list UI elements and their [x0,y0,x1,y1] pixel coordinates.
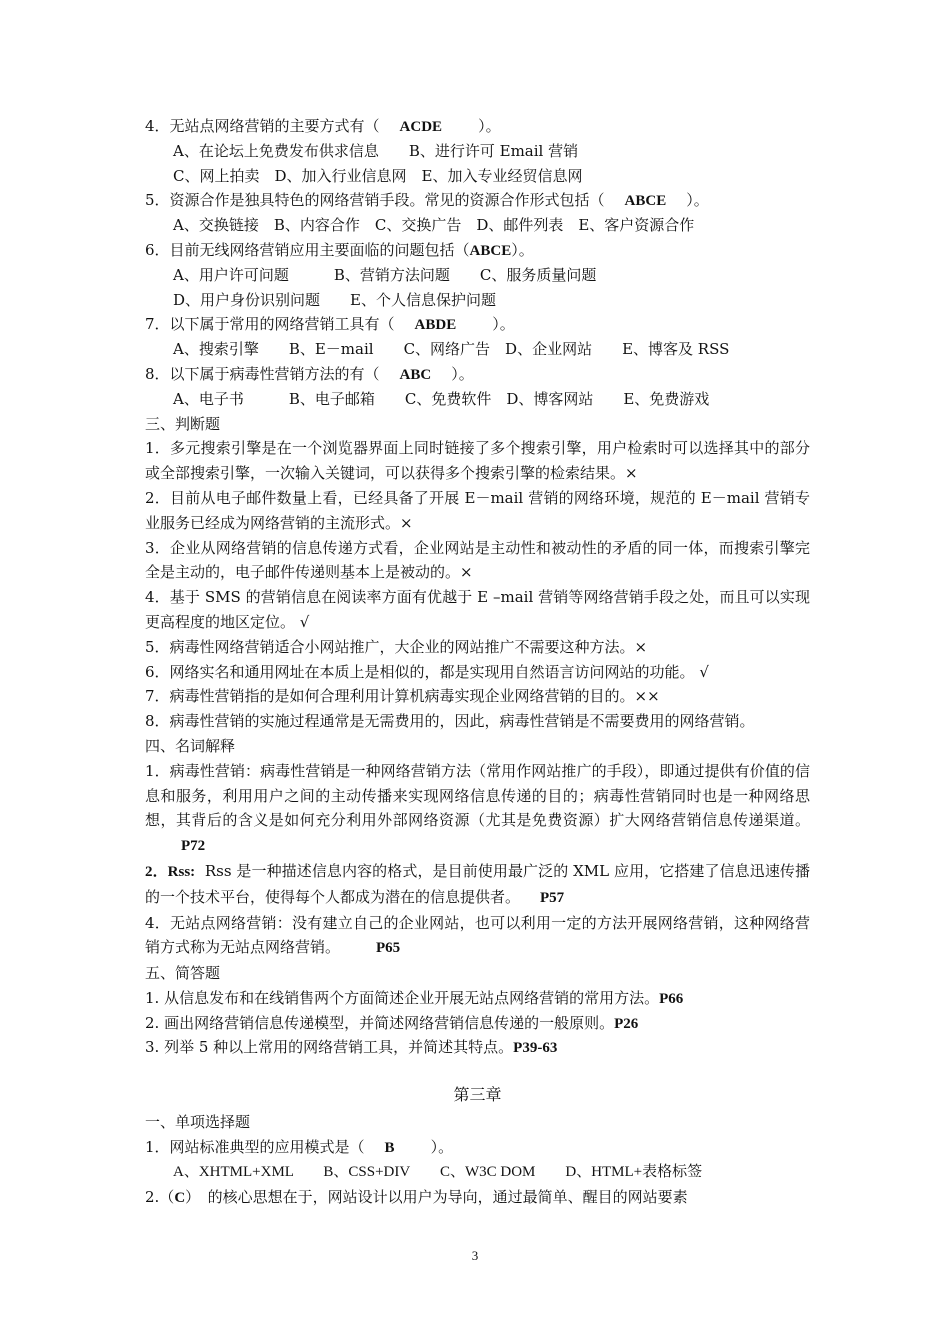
judge-item-1: 1．多元搜索引擎是在一个浏览器界面上同时链接了多个搜索引擎，用户检索时可以选择其中的部分或全部搜索引擎，一次输入关键词，可以获得多个搜索引擎的检索结果。× [145,439,810,483]
short-answer-item-1 [145,986,810,1011]
page-reference: P26 [614,1015,639,1032]
answer-text: ABCE [469,242,512,259]
question-stem-end: ）。 [451,364,474,383]
question-stem-end: ）。 [492,315,515,334]
section-heading: 四、名词解释 [145,736,236,755]
short-answer-text: 3. 列举 5 种以上常用的网络营销工具，并简述其特点。 [145,1038,514,1057]
question-stem: 7．以下属于常用的网络营销工具有（ [145,315,395,334]
short-answer-item-3 [145,1035,810,1060]
question-stem: 6．目前无线网络营销应用主要面临的问题包括（ [145,240,470,259]
question-stem: 8．以下属于病毒性营销方法的有（ [145,364,380,383]
page-reference: P39-63 [513,1040,558,1057]
question-4-options-1: A、在论坛上免费发布供求信息 B、进行许可 Email 营销 [173,141,579,160]
page-reference: P72 [181,838,206,855]
term-lead: 2．Rss: [145,863,196,880]
answer-text: B [384,1140,395,1157]
term-item-3 [145,911,810,962]
term-item-2 [145,859,810,911]
question-5 [145,188,810,213]
page-reference: P57 [540,889,565,906]
ch3-question-2 [145,1185,810,1210]
answer-text: ABC [399,366,432,383]
question-6-options-2: D、用户身份识别问题 E、个人信息保护问题 [173,290,496,309]
judge-item-8: 8．病毒性营销的实施过程通常是无需费用的，因此，病毒性营销是不需要费用的网络营销。 [145,712,755,731]
section-heading: 一、单项选择题 [145,1113,251,1132]
page-reference: P65 [376,940,401,957]
question-stem-end: ）。 [430,1138,454,1157]
question-4 [145,114,810,139]
short-answer-text: 1. 从信息发布和在线销售两个方面简述企业开展无站点网络营销的常用方法。 [145,988,660,1007]
term-lead: 4．无站点网络营销： [145,913,292,932]
page-reference: P66 [659,990,684,1007]
term-text: Rss 是一种描述信息内容的格式，是目前使用最广泛的 XML 应用，它搭建了信息迅速传播的一个技术平台，使得每个人都成为潜在的信息提供者。 [145,861,810,906]
judge-item-2: 2．目前从电子邮件数量上看，已经具备了开展 E－mail 营销的网络环境，规范的 E－mail 营销专业服务已经成为网络营销的主流形式。× [145,488,810,532]
section-heading: 三、判断题 [145,414,221,433]
question-6-options-1: A、用户许可问题 B、营销方法问题 C、服务质量问题 [173,265,597,284]
ch3-question-1-options: A、XHTML+XML B、CSS+DIV C、W3C DOM D、HTML+表格标签 [173,1163,703,1180]
question-stem-end: ）。 [478,117,501,135]
section-heading: 五、简答题 [145,964,221,983]
term-text: 病毒性营销是一种网络营销方法（常用作网站推广的手段），即通过提供有价值的信息和服务，利用用户之间的主动传播来实现网络信息传递的目的；病毒性营销同时也是一种网络思想，其背后的含义是如何充分利用外部网络资源（尤其是免费资源）扩大网络营销信息传递渠道。 [145,761,811,830]
answer-text: ACDE [399,119,443,135]
question-5-options-1: A、交换链接 B、内容合作 C、交换广告 D、邮件列表 E、客户资源合作 [173,216,695,235]
chapter-title: 第三章 [453,1085,502,1105]
page-number: 3 [471,1248,479,1263]
question-stem: 4．无站点网络营销的主要方式有（ [145,117,380,135]
document-page [145,114,810,1209]
question-stem: 2.（ [145,1187,175,1206]
question-7 [145,312,810,337]
question-8 [145,362,810,387]
term-lead: 1．病毒性营销： [145,761,261,780]
question-stem: 1．网站标准典型的应用模式是（ [145,1138,365,1157]
term-text: 没有建立自己的企业网站，也可以利用一定的方法开展网络营销，这种网络营销方式称为无站点网络营销。 [145,913,810,957]
question-stem-end: ）。 [511,240,534,259]
judge-item-4: 4．基于 SMS 的营销信息在阅读率方面有优越于 E –mail 营销等网络营销手段之处，而且可以实现更高程度的地区定位。 √ [145,588,810,631]
judge-item-7: 7．病毒性营销指的是如何合理利用计算机病毒实现企业网络营销的目的。×× [145,687,660,706]
question-8-options-1: A、电子书 B、电子邮箱 C、免费软件 D、博客网站 E、免费游戏 [173,389,710,408]
question-stem-end: ） 的核心思想在于，网站设计以用户为导向，通过最简单、醒目的网站要素 [185,1187,688,1206]
term-item-1 [145,759,810,859]
short-answer-text: 2. 画出网络营销信息传递模型，并简述网络营销信息传递的一般原则。 [145,1013,615,1032]
answer-text: C [174,1189,186,1206]
answer-text: ABCE [624,193,667,210]
ch3-question-1 [145,1135,810,1160]
judge-item-6: 6．网络实名和通用网址在本质上是相似的，都是实现用自然语言访问网站的功能。 √ [145,662,709,681]
short-answer-item-2 [145,1011,810,1036]
answer-text: ABDE [414,317,457,334]
judge-item-3: 3．企业从网络营销的信息传递方式看，企业网站是主动性和被动性的矛盾的同一体，而搜索引擎完全是主动的，电子邮件传递则基本上是被动的。× [145,538,810,582]
question-7-options-1: A、搜索引擎 B、E－mail C、网络广告 D、企业网站 E、博客及 RSS [173,340,730,359]
question-stem: 5．资源合作是独具特色的网络营销手段。常见的资源合作形式包括（ [145,191,605,210]
question-4-options-2: C、网上拍卖 D、加入行业信息网 E、加入专业经贸信息网 [173,166,583,185]
question-6 [145,238,810,263]
judge-item-5: 5．病毒性网络营销适合小网站推广，大企业的网站推广不需要这种方法。× [145,637,648,656]
question-stem-end: ）。 [686,191,709,210]
